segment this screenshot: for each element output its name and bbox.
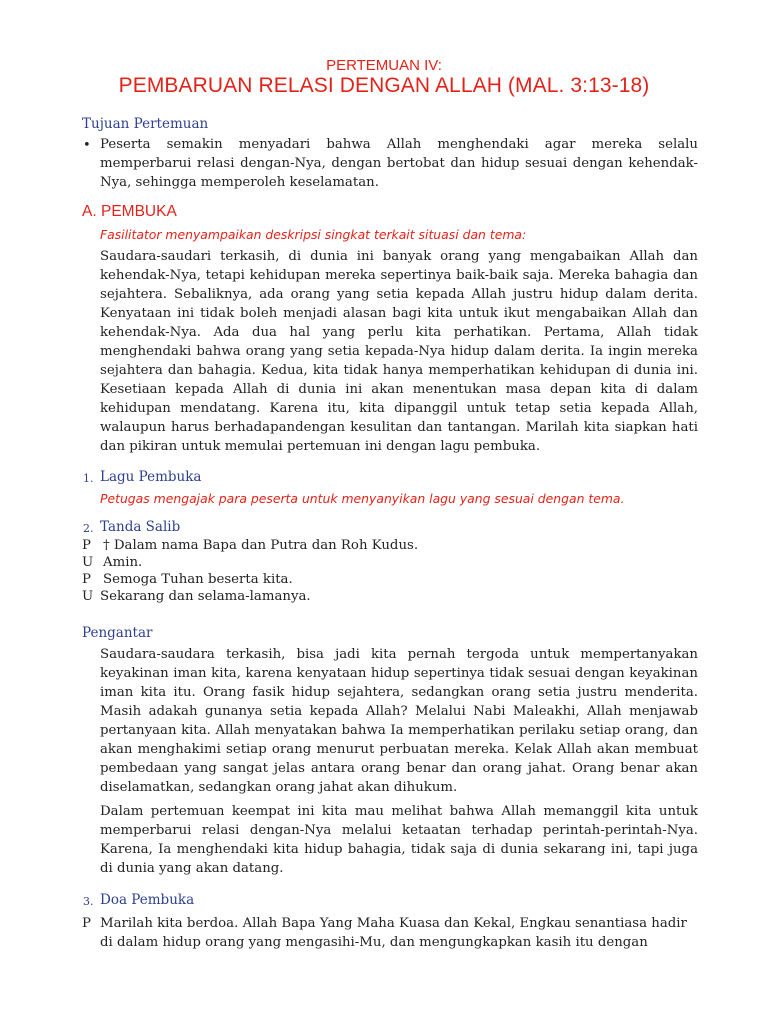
prayer-line [82, 915, 702, 932]
liturgy-line [82, 554, 142, 571]
speaker-label: U [82, 555, 94, 570]
item-number: 3. [83, 895, 94, 908]
section-label: PEMBUKA [101, 203, 177, 220]
liturgy-line [82, 537, 418, 554]
pengantar-paragraph: Dalam pertemuan keempat ini kita mau melihat bahwa Allah memanggil kita untuk memperbarui relasi dengan-Nya melalui ketaatan terhadap perintah-perintah-Nya. Karena, Ia menghendaki kita hidup bahagia, tidak saja di dunia sekarang ini, tapi juga di dunia yang akan datang. [100, 804, 698, 876]
tujuan-text: Peserta semakin menyadari bahwa Allah menghendaki agar mereka selalu memperbarui relasi dengan-Nya, dengan bertobat dan hidup sesuai dengan kehendak-Nya, sehingga memperoleh keselamatan. [100, 137, 698, 190]
page-title: PEMBARUAN RELASI DENGAN ALLAH (MAL. 3:13-18) [118, 74, 650, 97]
tujuan-heading: Tujuan Pertemuan [82, 116, 209, 132]
doa-heading: Doa Pembuka [100, 892, 195, 908]
pengantar-heading: Pengantar [82, 625, 153, 641]
prayer-line: di dalam hidup orang yang mengasihi-Mu, dan mengungkapkan kasih itu dengan [100, 935, 648, 950]
lagu-heading: Lagu Pembuka [100, 469, 202, 485]
liturgy-text: † Dalam nama Bapa dan Putra dan Roh Kudus. [103, 538, 419, 553]
item-number: 1. [83, 472, 94, 485]
tanda-heading: Tanda Salib [100, 519, 181, 535]
liturgy-line [82, 588, 311, 605]
section-letter: A. [82, 203, 97, 220]
speaker-label: P [82, 572, 91, 587]
liturgy-text: Amin. [103, 555, 143, 570]
liturgy-line [82, 571, 293, 588]
speaker-label: P [82, 538, 91, 553]
pengantar-paragraph: Saudara-saudara terkasih, bisa jadi kita pernah tergoda untuk mempertanyakan keyakinan iman kita, karena kenyataan hidup sepertinya tidak sesuai dengan keyakinan iman kita itu. Orang fasik hidup sejahtera, sedangkan orang setia justru menderita. Masih adakah gunanya setia kepada Allah? Melalui Nabi Maleakhi, Allah menjawab pertanyaan kita. Allah menyatakan bahwa Ia memperhatikan perilaku setiap orang, dan akan menghakimi setiap orang menurut perbuatan mereka. Kelak Allah akan membuat pembedaan yang sangat jelas antara orang benar dan orang jahat. Orang benar akan diselamatkan, sedangkan orang jahat akan dihukum. [100, 647, 698, 795]
pembuka-paragraph: Saudara-saudari terkasih, di dunia ini banyak orang yang mengabaikan Allah dan kehendak-Nya, tetapi kehidupan mereka sepertinya baik-baik saja. Mereka bahagia dan sejahtera. Sebaliknya, ada orang yang setia kepada Allah justru hidup dalam derita. Kenyataan ini tidak boleh menjadi alasan bagi kita untuk ikut mengabaikan Allah dan kehendak-Nya. Ada dua hal yang perlu kita perhatikan. Pertama, Allah tidak menghendaki bahwa orang yang setia kepada-Nya hidup dalam derita. Ia ingin mereka sejahtera dan bahagia. Kedua, kita tidak hanya memperhatikan kehidupan di dunia ini. Kesetiaan kepada Allah di dunia ini akan menentukan masa depan kita di dalam kehidupan mendatang. Karena itu, kita dipanggil untuk tetap setia kepada Allah, walaupun harus berhadapandengan kesulitan dan tantangan. Marilah kita siapkan hati dan pikiran untuk memulai pertemuan ini dengan lagu pembuka. [100, 249, 698, 454]
pembuka-instruction: Fasilitator menyampaikan deskripsi singkat terkait situasi dan tema: [100, 227, 527, 242]
prayer-text: Marilah kita berdoa. Allah Bapa Yang Maha Kuasa dan Kekal, Engkau senantiasa hadir [100, 916, 687, 931]
section-a-heading [82, 203, 177, 221]
speaker-label: U [82, 589, 94, 604]
speaker-label: P [82, 916, 91, 931]
bullet-icon: • [83, 138, 91, 153]
liturgy-text: Sekarang dan selama-lamanya. [100, 589, 311, 604]
item-number: 2. [83, 522, 94, 535]
liturgy-text: Semoga Tuhan beserta kita. [103, 572, 293, 587]
lagu-instruction: Petugas mengajak para peserta untuk menyanyikan lagu yang sesuai dengan tema. [100, 491, 625, 506]
meeting-number: PERTEMUAN IV: [326, 57, 442, 74]
